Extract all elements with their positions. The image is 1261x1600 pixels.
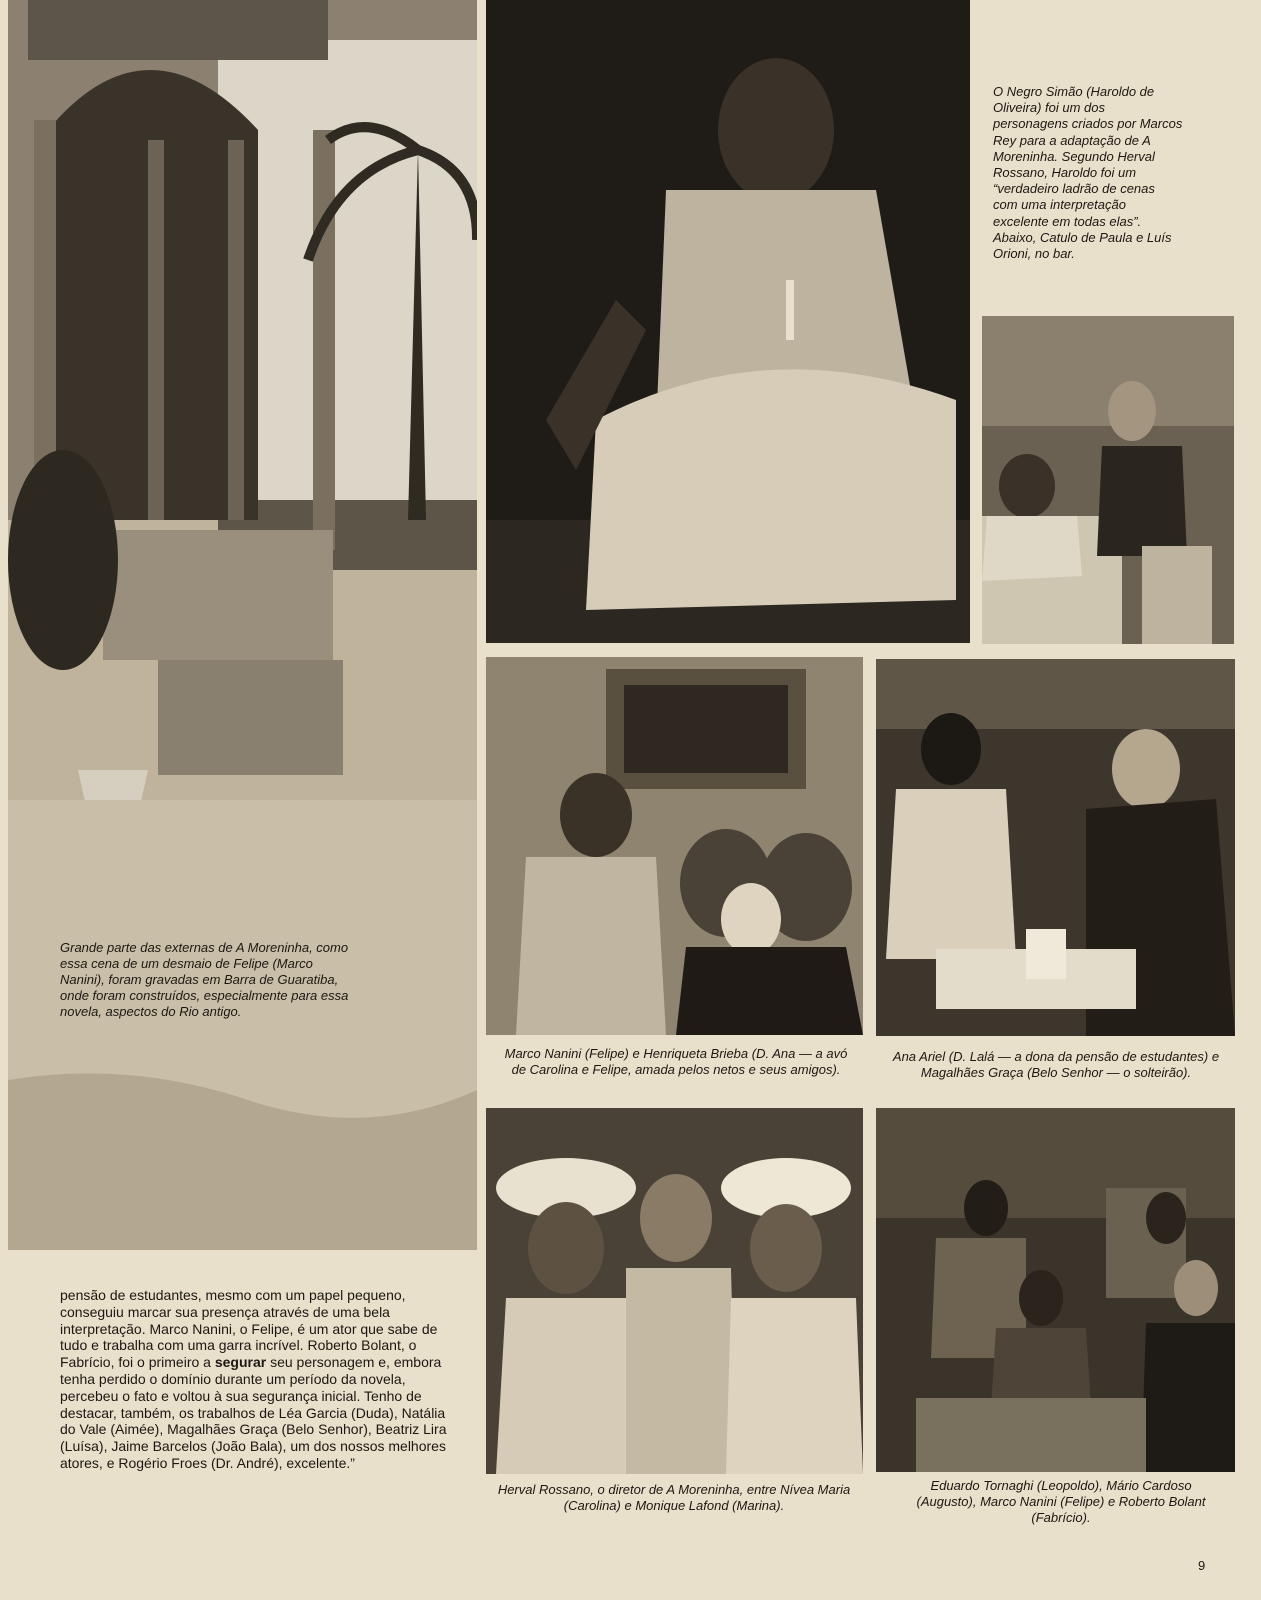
photo-ariel-graca: [876, 659, 1235, 1036]
photo-nanini-brieba: [486, 657, 863, 1035]
caption-nanini-brieba: Marco Nanini (Felipe) e Henriqueta Brieba (D. Ana — a avó de Carolina e Felipe, amada pelos netos e seus amigos).: [504, 1046, 848, 1077]
page-number: 9: [1198, 1558, 1206, 1573]
caption-rossano: Herval Rossano, o diretor de A Moreninha, entre Nívea Maria (Carolina) e Monique Lafond (Marina).: [497, 1482, 851, 1513]
caption-externas: Grande parte das externas de A Moreninha, como essa cena de um desmaio de Felipe (Marco Nanini), foram gravadas em Barra de Guaratiba, onde foram construídos, especialmente para essa novela, aspectos do Rio antigo.: [60, 940, 349, 1019]
caption-ariel-graca: Ana Ariel (D. Lalá — a dona da pensão de estudantes) e Magalhães Graça (Belo Senhor — o solteirão).: [892, 1049, 1220, 1080]
caption-tornaghi-group: Eduardo Tornaghi (Leopoldo), Mário Cardoso (Augusto), Marco Nanini (Felipe) e Roberto Bolant (Fabrício).: [916, 1478, 1206, 1525]
photo-gazebo-exterior: [8, 0, 477, 1250]
caption-negro-simao: O Negro Simão (Haroldo de Oliveira) foi um dos personagens criados por Marcos Rey para a adaptação de A Moreninha. Segundo Herval Rossano, Haroldo foi um “verdadeiro ladrão de cenas com uma interpretação excelente em todas elas”. Abaixo, Catulo de Paula e Luís Orioni, no bar.: [993, 84, 1183, 262]
photo-bar-scene: [982, 316, 1234, 644]
photo-negro-simao: [486, 0, 970, 643]
article-body-text: pensão de estudantes, mesmo com um papel pequeno, conseguiu marcar sua presença através de uma bela interpretação. Marco Nanini, o Felipe, é um ator que sabe de tudo e trabalha com uma garra incrível. Roberto Bolant, o Fabrício, foi o primeiro a segurar seu personagem e, embora tenha perdido o domínio durante um período da novela, percebeu o fato e voltou à sua segurança inicial. Tenho de destacar, também, os trabalhos de Léa Garcia (Duda), Natália do Vale (Aimée), Magalhães Graça (Belo Senhor), Beatriz Lira (Luísa), Jaime Barcelos (João Bala), um dos nossos melhores atores, e Rogério Froes (Dr. André), excelente.”: [60, 1287, 447, 1471]
photo-tornaghi-group: [876, 1108, 1235, 1472]
photo-rossano-actresses: [486, 1108, 863, 1474]
emphasis-segurar: segurar: [214, 1354, 267, 1371]
